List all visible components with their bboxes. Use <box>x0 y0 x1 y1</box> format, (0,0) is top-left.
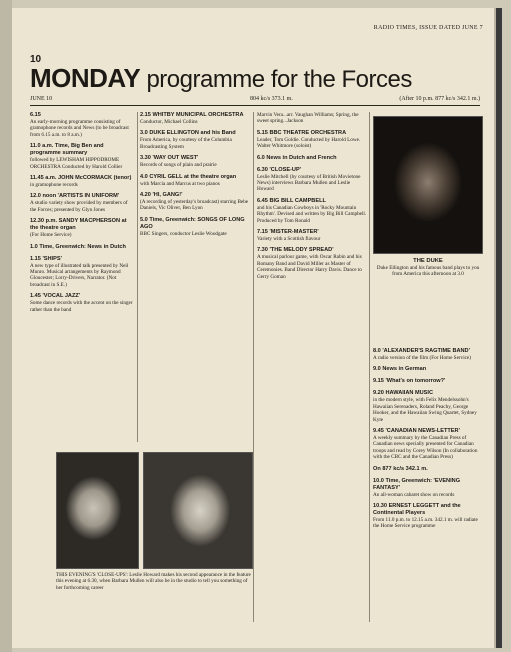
programme-time: 6.30 <box>257 166 268 173</box>
programme-time: 1.45 <box>30 293 41 300</box>
dateline <box>30 96 480 106</box>
column-2 <box>140 112 250 442</box>
programme-description: in gramophone records <box>30 182 78 189</box>
programme-title: BIG BILL CAMPBELL <box>269 197 326 204</box>
wavelength: 804 kc/s 373.1 m. <box>250 96 293 102</box>
page-title <box>30 63 480 94</box>
programme-item <box>30 112 134 138</box>
programme-time: 9.45 <box>373 428 384 435</box>
programme-title: Time, Greenwich: SONGS OF LONG AGO <box>140 216 245 230</box>
programme-title: ERNEST LEGGETT and the Continental Players <box>373 503 461 517</box>
programme-item <box>257 112 367 125</box>
programme-heading <box>30 112 134 119</box>
programme-item <box>373 348 483 361</box>
programme-item <box>30 143 134 170</box>
programme-title: News in German <box>382 366 427 373</box>
programme-title: 'SHIPS' <box>42 255 62 262</box>
programme-heading <box>140 217 250 231</box>
programme-time: 5.15 <box>257 129 268 136</box>
programme-title: a.m. JOHN McCORMACK (tenor) <box>45 175 132 182</box>
programme-title: WHITBY MUNICIPAL ORCHESTRA <box>152 112 244 118</box>
programme-item <box>373 390 483 423</box>
page-number: 10 <box>30 54 42 65</box>
wavelength-alt: (After 10 p.m. 877 kc/s 342.1 m.) <box>399 96 480 102</box>
programme-time: 12.30 <box>30 218 44 225</box>
programme-time: 11.0 <box>30 143 41 150</box>
programme-item <box>30 293 134 313</box>
programme-item <box>140 155 250 168</box>
title-day: MONDAY <box>30 63 140 93</box>
programme-time: 2.15 <box>140 112 151 118</box>
programme-description: Some dance records with the accent on the singer rather than the band <box>30 300 133 313</box>
programme-title: BBC THEATRE ORCHESTRA <box>269 129 347 136</box>
programme-time: 7.30 <box>257 247 268 254</box>
programme-item <box>373 478 483 498</box>
programme-heading <box>140 174 250 181</box>
programme-title: 'VOCAL JAZZ' <box>42 293 81 300</box>
programme-item <box>373 466 483 473</box>
programme-title: Time, Greenwich: 'EVENING FANTASY' <box>373 477 461 491</box>
programme-time: 5.0 <box>140 216 148 223</box>
programme-time: 6.45 <box>257 197 268 204</box>
photo-caption-duke-text: Duke Ellington and his famous band plays to you from America this afternoon at 3.0 <box>376 265 480 278</box>
programme-item <box>140 217 250 237</box>
programme-heading <box>257 198 367 205</box>
programme-description: A musical parlour game, with Oscar Rabin and his Romany Band and David Miller as Master of Ceremonies. Band Director Harry Davis. Dance to Gerry Goman <box>257 254 362 280</box>
programme-item <box>373 428 483 461</box>
programme-heading <box>30 143 134 157</box>
programme-time: 9.20 <box>373 390 384 397</box>
column-1 <box>30 112 134 442</box>
column-rule <box>369 112 370 622</box>
date: JUNE 10 <box>30 96 53 102</box>
programme-title: On 877 kc/s 342.1 m. <box>373 465 428 472</box>
programme-description: Conductor, Michael Collins <box>140 119 198 125</box>
programme-title: DUKE ELLINGTON and his Band <box>149 130 236 137</box>
page-gutter <box>0 0 12 652</box>
programme-title: 'MISTER-MASTER' <box>269 229 319 236</box>
programme-description: An early-morning programme consisting of gramophone records and News (to be broadcast from 6.15 a.m. to 8 a.m.) <box>30 119 129 138</box>
programme-time: 10.30 <box>373 503 387 510</box>
programme-description: Marvin Vera...arr. Vaughan Williams; Spring, the sweet spring...Jackson <box>257 112 359 125</box>
programme-heading <box>30 244 134 251</box>
programme-description: A radio version of the film (For Home Service) <box>373 355 471 361</box>
programme-title: 'HI, GANG!' <box>152 192 183 199</box>
programme-heading <box>257 229 367 236</box>
programme-item <box>257 130 367 150</box>
programme-heading <box>257 167 367 174</box>
programme-heading <box>257 130 367 137</box>
title-rest: programme for the Forces <box>146 66 412 93</box>
programme-item <box>257 247 367 280</box>
programme-description: with Marcia and Marcus at two pianos <box>140 180 220 187</box>
column-4 <box>373 348 483 623</box>
programme-time: 9.15 <box>373 378 384 385</box>
programme-heading <box>373 466 483 473</box>
programme-heading <box>30 175 134 182</box>
running-head: RADIO TIMES, ISSUE DATED JUNE 7 <box>373 25 483 31</box>
programme-heading <box>373 428 483 435</box>
photo-leslie-howard <box>143 452 253 569</box>
programme-description: From America, by courtesy of the Columbia Broadcasting System <box>140 137 232 150</box>
programme-title: 'CLOSE-UP' <box>269 166 302 173</box>
photo-barbara-mullen <box>56 452 139 569</box>
programme-heading <box>140 112 250 119</box>
programme-description: followed by LEWISHAM HIPPODROME ORCHESTRA Conducted by Harold Collier <box>30 157 123 170</box>
programme-item <box>257 229 367 242</box>
programme-item <box>140 112 250 125</box>
programme-item <box>140 174 250 187</box>
programme-time: 4.0 <box>140 173 148 180</box>
programme-title: a.m. Time, Big Ben and programme summary <box>30 143 104 157</box>
programme-time: 7.15 <box>257 229 268 236</box>
photo-caption-closeups: THIS EVENING'S 'CLOSE-UPS': Leslie Howard makes his second appearance in the feature this evening at 6.30, when Barbara Mullen will also be in the studio to tell you something of her forthcoming career <box>56 572 251 591</box>
programme-title: 'ALEXANDER'S RAGTIME BAND' <box>382 348 470 354</box>
programme-title: News in Dutch and French <box>266 154 337 161</box>
programme-heading <box>373 503 483 517</box>
programme-title: 'What's on tomorrow?' <box>385 378 446 385</box>
programme-time: 1.15 <box>30 255 41 262</box>
photo-duke-ellington <box>373 116 483 254</box>
programme-title: 'CANADIAN NEWS-LETTER' <box>385 428 460 435</box>
programme-description: Records of songs of plain and prairie <box>140 162 217 169</box>
column-3 <box>257 112 367 622</box>
programme-time: 3.30 <box>140 155 151 162</box>
programme-item <box>373 378 483 385</box>
programme-heading <box>30 218 134 232</box>
programme-item <box>30 256 134 289</box>
programme-time: 11.45 <box>30 175 44 182</box>
programme-title: 'THE MELODY SPREAD' <box>269 247 334 254</box>
photo-caption-duke <box>373 258 483 278</box>
programme-heading <box>30 256 134 263</box>
programme-description: A new type of illustrated talk presented by Neil Munro. Musical arrangements by Raymond Gloucester; Lorry-Drivers, Narrator. (Not broadcast in S.E.) <box>30 262 129 288</box>
programme-item <box>30 244 134 251</box>
programme-item <box>140 192 250 212</box>
programme-description: A studio variety show provided by members of the Forces; presented by Glyn Jones <box>30 200 128 213</box>
programme-heading <box>257 247 367 254</box>
programme-heading <box>373 378 483 385</box>
programme-title: Time, Greenwich: News in Dutch <box>39 243 126 250</box>
programme-description: (For Home Service) <box>30 232 72 239</box>
programme-item <box>30 218 134 238</box>
programme-item <box>140 130 250 150</box>
programme-heading <box>373 348 483 355</box>
column-rule <box>253 112 254 622</box>
programme-description: Leslie Mitchell (by courtesy of British Movietone News) interviews Barbara Mullen and Leslie Howard <box>257 173 361 193</box>
programme-description: Variety with a Scottish flavour <box>257 236 321 243</box>
programme-item <box>257 155 367 162</box>
programme-time: 4.20 <box>140 192 151 199</box>
programme-description: Leader, Tom Goldie. Conducted by Harold Lowe. Walter Whitmore (soloist) <box>257 136 361 150</box>
programme-description: A weekly summary by the Canadian Press of Canadian news specially presented for Canadian troops and read by Corey Wilson (In collaboration with the CBC and the Canadian Press) <box>373 435 478 461</box>
programme-description: and his Canadian Cowboys in 'Rocky Mountain Rhythm'. Devised and written by Big Bill Campbell. Produced by Tom Ronald <box>257 204 367 224</box>
programme-heading <box>373 478 483 492</box>
programme-time: 10.0 <box>373 477 384 484</box>
photo-caption-duke-name: THE DUKE <box>413 258 443 264</box>
programme-item <box>257 167 367 193</box>
programme-description: An all-woman cabaret show on records <box>373 491 455 498</box>
programme-time: 3.0 <box>140 130 148 137</box>
programme-time: 1.0 <box>30 243 38 250</box>
programme-description: (A recording of yesterday's broadcast) starring Bebe Daniels, Vic Oliver, Ben Lyon <box>140 199 249 212</box>
programme-description: in the modern style, with Felix Mendelssohn's Hawaiian Serenaders, Roland Peachy, George Hooker, and the Hawaiian Swing Quartet, Sydney Kyte <box>373 397 477 423</box>
programme-heading <box>257 155 367 162</box>
programme-description: From 11.0 p.m. to 12.15 a.m. 342.1 m. will radiate the Home Service programme <box>373 517 478 530</box>
programme-time: 6.0 <box>257 154 265 161</box>
programme-time: 6.15 <box>30 112 41 118</box>
column-rule <box>137 112 138 442</box>
programme-title: noon 'ARTISTS IN UNIFORM' <box>42 193 120 200</box>
programme-heading <box>373 390 483 397</box>
programme-heading <box>373 366 483 373</box>
programme-time: 9.0 <box>373 366 381 373</box>
programme-title: HAWAIIAN MUSIC <box>385 390 433 397</box>
programme-item <box>30 175 134 188</box>
programme-item <box>257 198 367 224</box>
programme-time: 8.0 <box>373 348 381 354</box>
programme-description: BBC Singers, conductor Leslie Woodgate <box>140 230 227 237</box>
programme-item <box>373 366 483 373</box>
programme-heading <box>140 192 250 199</box>
programme-title: CYRIL GELL at the theatre organ <box>149 173 237 180</box>
programme-item <box>30 193 134 213</box>
programme-item <box>373 503 483 530</box>
programme-title: 'WAY OUT WEST' <box>152 155 199 162</box>
programme-heading <box>30 293 134 300</box>
programme-time: 12.0 <box>30 193 41 200</box>
programme-title: p.m. SANDY MACPHERSON at the theatre organ <box>30 218 127 232</box>
